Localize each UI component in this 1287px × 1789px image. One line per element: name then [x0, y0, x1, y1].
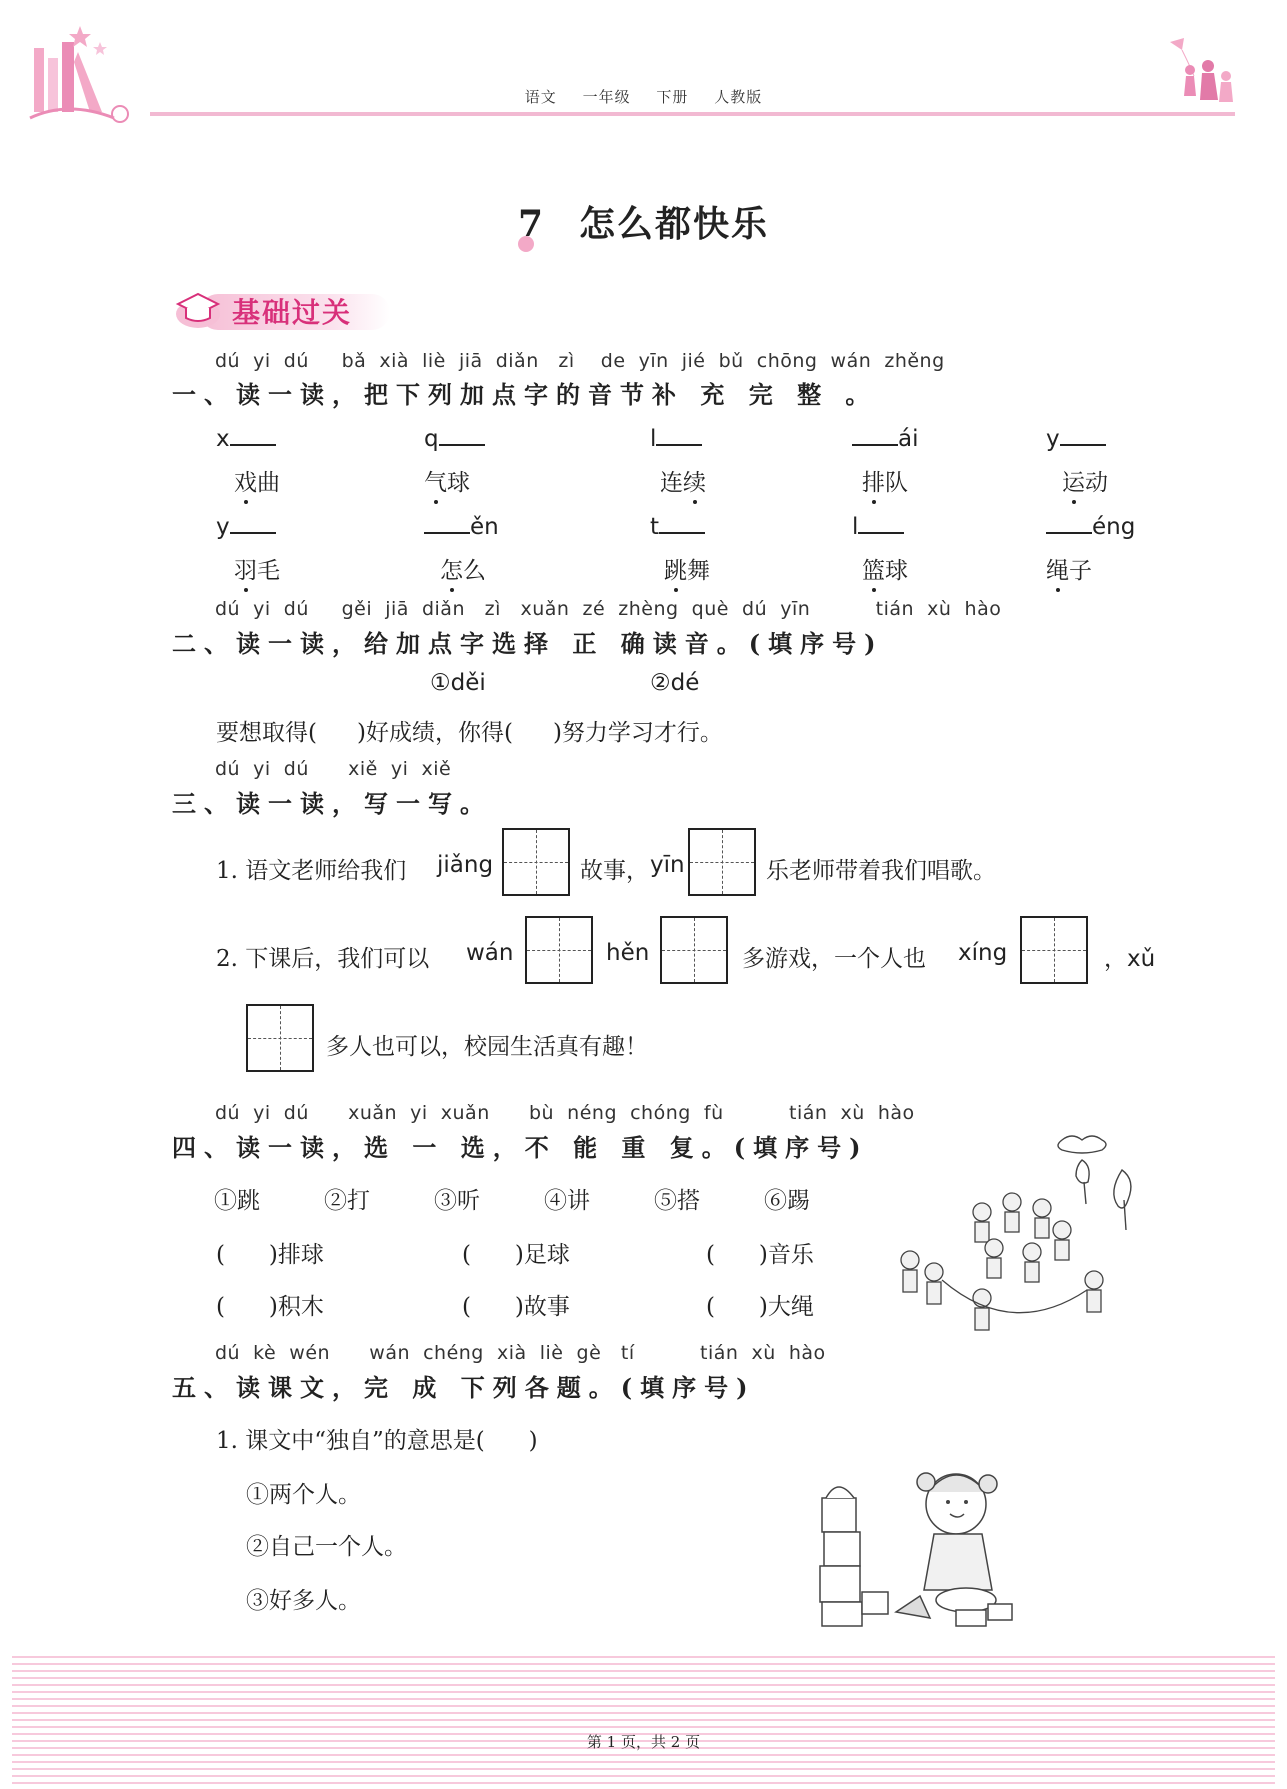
- blank[interactable]: [230, 512, 276, 534]
- q4-r1-2[interactable]: ( )足球: [462, 1242, 570, 1268]
- blank[interactable]: [439, 424, 485, 446]
- q3-s2-pinyin3: xíng: [958, 940, 1008, 966]
- q4-r2-1[interactable]: ( )积木: [216, 1294, 324, 1320]
- dotted-char: 排: [862, 470, 885, 496]
- q1-r2-4-syllable: l: [852, 512, 904, 540]
- q4-options: [214, 1182, 844, 1215]
- q4-option: ①跳: [214, 1188, 260, 1214]
- tianzige-box[interactable]: [688, 828, 756, 896]
- q5-pinyin: dú kè wén wán chéng xià liè gè tí tián xù hào: [215, 1342, 826, 1364]
- q1-title: 一、读一读，把下列加点字的音节补 充 完 整 。: [172, 380, 878, 409]
- q4-option: ⑤搭: [654, 1188, 700, 1214]
- dotted-char: 跳: [664, 558, 687, 584]
- q5-choice-1[interactable]: ①两个人。: [246, 1482, 361, 1508]
- q1-r2-3-syllable: t: [650, 512, 705, 540]
- q4-r1-1[interactable]: ( )排球: [216, 1242, 324, 1268]
- q1-pinyin: dú yi dú bǎ xià liè jiā diǎn zì de yīn jié bǔ chōng wán zhěng: [215, 350, 945, 372]
- q1-r2-1-syllable: y: [216, 512, 276, 540]
- q3-s2-part-b: 多游戏，一个人也: [742, 946, 926, 972]
- dotted-char: 绳: [1046, 558, 1069, 584]
- q4-pinyin: dú yi dú xuǎn yi xuǎn bù néng chóng fù tián xù hào: [215, 1102, 915, 1124]
- q3-s2-part-c: ，xǔ: [1104, 946, 1156, 972]
- lesson-number: 7: [517, 203, 546, 245]
- blank[interactable]: [656, 424, 702, 446]
- dotted-char: 篮: [862, 558, 885, 584]
- q1-r1-5-syllable: y: [1046, 424, 1106, 452]
- q1-r1-3-word: 连续: [660, 470, 706, 496]
- tianzige-box[interactable]: [525, 916, 593, 984]
- q5-choice-2[interactable]: ②自己一个人。: [246, 1534, 407, 1560]
- section-title: 基础过关: [232, 296, 353, 329]
- q3-s2-pinyin1: wán: [466, 940, 514, 966]
- q3-s1-part-c: 乐老师带着我们唱歌。: [766, 858, 996, 884]
- q1-r1-5-word: 运动: [1062, 470, 1108, 496]
- q1-r2-2-word: 怎么: [440, 558, 486, 584]
- page-number: 第 1 页，共 2 页: [586, 1733, 701, 1751]
- header-logo-books: [28, 22, 138, 128]
- q5-question1: 1. 课文中“独自”的意思是( ): [216, 1428, 538, 1454]
- q3-s2-pinyin2: hěn: [606, 940, 650, 966]
- header-subject: 语文: [524, 88, 557, 106]
- q3-s1-part-b: 故事，: [580, 858, 649, 884]
- q3-s1-part-a: 1. 语文老师给我们: [216, 858, 407, 884]
- dotted-char: 续: [683, 470, 706, 496]
- dotted-char: 怎: [440, 558, 463, 584]
- q3-s1-pinyin2: yīn: [650, 852, 685, 878]
- q5-choice-3[interactable]: ③好多人。: [246, 1588, 361, 1614]
- q3-s2-part-d: 多人也可以，校园生活真有趣！: [326, 1034, 648, 1060]
- q4-option: ②打: [324, 1188, 370, 1214]
- q3-pinyin: dú yi dú xiě yi xiě: [215, 758, 452, 780]
- dotted-char: 戏: [234, 470, 257, 496]
- q2-pinyin: dú yi dú gěi jiā diǎn zì xuǎn zé zhèng què dú yīn tián xù hào: [215, 598, 1002, 620]
- tianzige-box[interactable]: [660, 916, 728, 984]
- q4-r1-3[interactable]: ( )音乐: [706, 1242, 814, 1268]
- q1-r1-3-syllable: l: [650, 424, 702, 452]
- q5-title: 五、读课文，完 成 下列各题。(填序号): [172, 1373, 756, 1402]
- blank[interactable]: [659, 512, 705, 534]
- q4-option: ⑥踢: [764, 1188, 810, 1214]
- q3-s2-part-a: 2. 下课后，我们可以: [216, 946, 430, 972]
- graduation-cap-icon: [172, 288, 222, 330]
- q2-sentence: 要想取得( )好成绩，你得( )努力学习才行。: [216, 720, 723, 746]
- dotted-char: 气: [424, 470, 447, 496]
- q3-title: 三、读一读，写一写。: [172, 789, 492, 818]
- q1-r1-2-syllable: q: [424, 424, 485, 452]
- q4-title: 四、读一读，选 一 选，不 能 重 复。(填序号): [172, 1133, 869, 1162]
- q4-option: ③听: [434, 1188, 480, 1214]
- blank[interactable]: [852, 424, 898, 446]
- q1-r2-2-syllable: ěn: [424, 512, 499, 540]
- q2-option2: ②dé: [650, 670, 700, 696]
- tianzige-box[interactable]: [1020, 916, 1088, 984]
- footer-band: [12, 1655, 1275, 1789]
- lesson-title: [0, 196, 1287, 247]
- q1-r2-1-word: 羽毛: [234, 558, 280, 584]
- q2-option1: ①děi: [430, 670, 486, 696]
- q4-r2-3[interactable]: ( )大绳: [706, 1294, 814, 1320]
- blank[interactable]: [1046, 512, 1092, 534]
- q1-r1-2-word: 气球: [424, 470, 470, 496]
- header-kids-kite-icon: [1160, 36, 1240, 116]
- header-rule: [150, 112, 1235, 116]
- header-text: [0, 86, 1287, 107]
- q1-r1-4-word: 排队: [862, 470, 908, 496]
- tianzige-box[interactable]: [246, 1004, 314, 1072]
- blank[interactable]: [858, 512, 904, 534]
- q2-title: 二、读一读，给加点字选择 正 确读音。(填序号): [172, 629, 884, 658]
- q3-s1-pinyin1: jiǎng: [437, 852, 494, 878]
- q4-option: ④讲: [544, 1188, 590, 1214]
- blank[interactable]: [424, 512, 470, 534]
- girl-building-blocks-illustration: [816, 1462, 1016, 1634]
- q1-r2-4-word: 篮球: [862, 558, 908, 584]
- header-volume: 下册: [656, 88, 689, 106]
- q1-r1-4-syllable: ái: [852, 424, 918, 452]
- q1-r1-1-syllable: x: [216, 424, 276, 452]
- blank[interactable]: [1060, 424, 1106, 446]
- q4-r2-2[interactable]: ( )故事: [462, 1294, 570, 1320]
- blank[interactable]: [230, 424, 276, 446]
- q1-r2-5-syllable: éng: [1046, 512, 1135, 540]
- header-grade: 一年级: [582, 88, 631, 106]
- dotted-char: 运: [1062, 470, 1085, 496]
- lesson-title-text: 怎么都快乐: [579, 203, 770, 245]
- q1-r2-5-word: 绳子: [1046, 558, 1092, 584]
- q1-r1-1-word: 戏曲: [234, 470, 280, 496]
- dotted-char: 羽: [234, 558, 257, 584]
- q1-r2-3-word: 跳舞: [664, 558, 710, 584]
- header-edition: 人教版: [714, 88, 763, 106]
- children-playing-illustration: [882, 1130, 1152, 1340]
- tianzige-box[interactable]: [502, 828, 570, 896]
